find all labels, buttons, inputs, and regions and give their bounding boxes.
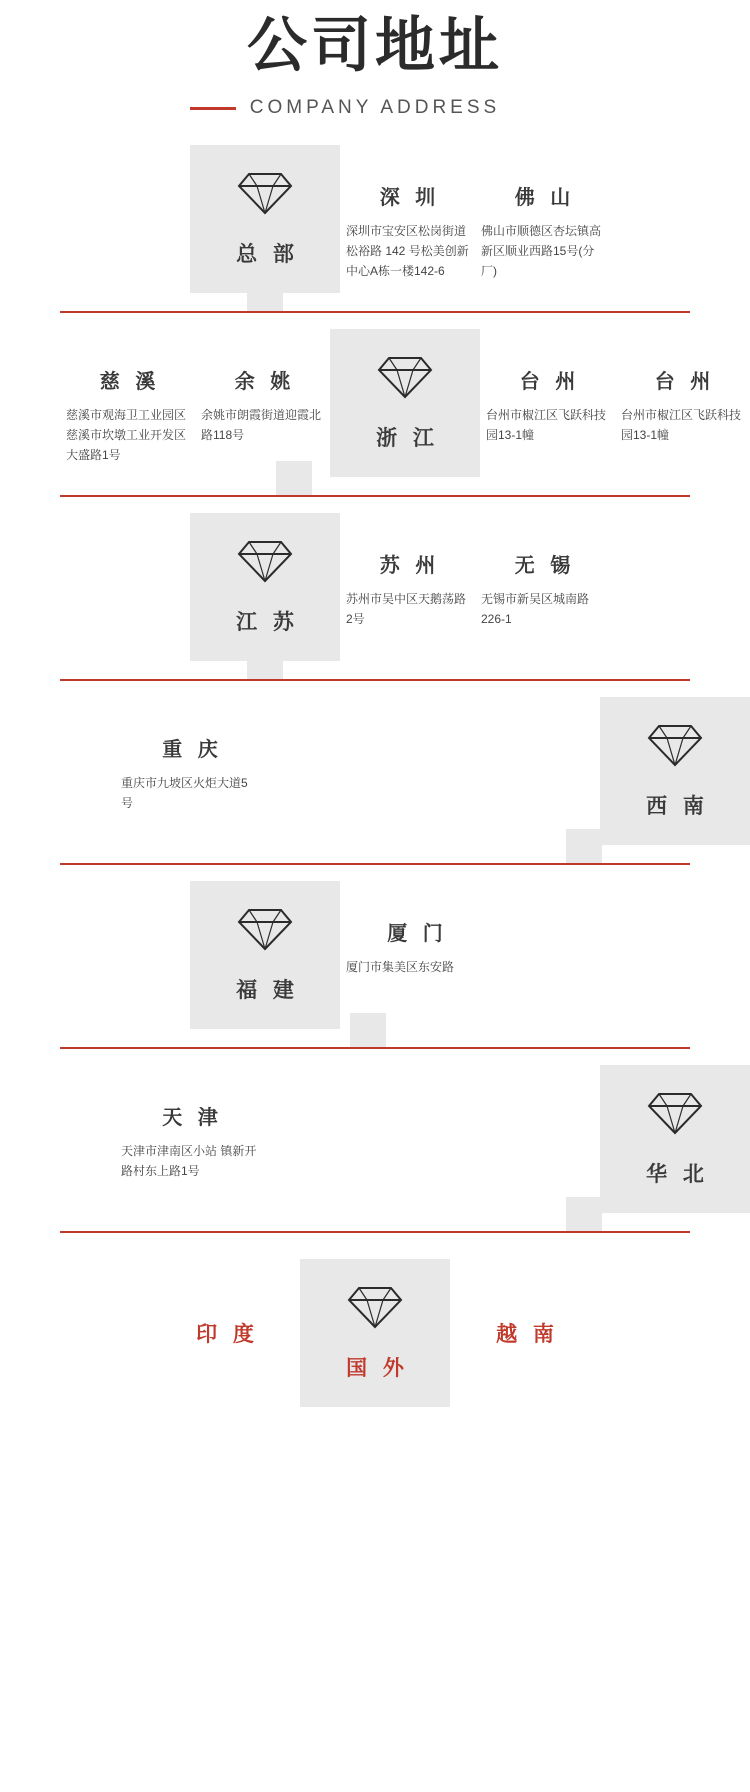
city-address: 重庆市九坡区火炬大道5号: [121, 776, 248, 810]
city-item-wuxi: [475, 513, 610, 630]
diamond-icon: [237, 539, 293, 588]
region-tile-headquarters: [190, 145, 340, 293]
section-divider: [60, 863, 690, 865]
city-name: 苏 州: [379, 555, 441, 577]
tile-connector: [566, 1197, 602, 1231]
city-address: 无锡市新吴区城南路226-1: [481, 592, 590, 626]
city-item-taizhou-1: [480, 329, 615, 446]
page-subtitle: COMPANY ADDRESS: [249, 97, 501, 118]
region-label: 福 建: [236, 978, 299, 1002]
city-name: 余 姚: [234, 371, 296, 393]
city-item-xiamen: [340, 881, 490, 978]
country-item-india: 印 度: [196, 1323, 259, 1346]
region-label: 总 部: [236, 242, 299, 266]
city-list-left: [115, 1065, 600, 1213]
city-name: 台 州: [519, 371, 581, 393]
section-row: [0, 513, 750, 661]
section-headquarters: [0, 145, 750, 313]
diamond-icon: [237, 907, 293, 956]
region-tile-overseas: [300, 1259, 450, 1407]
region-label: 浙 江: [376, 426, 439, 450]
diamond-icon: [647, 723, 703, 772]
section-row: [0, 1065, 750, 1213]
region-tile-fujian: [190, 881, 340, 1029]
city-name: 天 津: [162, 1107, 223, 1129]
bottom-spacer: [0, 1407, 750, 1667]
city-name: 无 锡: [514, 555, 576, 577]
subtitle-row: [0, 97, 750, 119]
city-address: 台州市椒江区飞跃科技园13-1幢: [486, 408, 607, 442]
section-divider: [60, 1231, 690, 1233]
region-tile-jiangsu: [190, 513, 340, 661]
section-divider: [60, 679, 690, 681]
city-address: 深圳市宝安区松岗街道松裕路 142 号松美创新中心A栋一楼142-6: [346, 224, 469, 278]
city-list: [340, 881, 750, 1029]
city-address: 慈溪市观海卫工业园区慈溪市坎墩工业开发区大盛路1号: [66, 408, 187, 462]
city-item-cixi: [60, 329, 195, 465]
country-item-vietnam: 越 南: [496, 1323, 559, 1346]
region-tile-northchina: [600, 1065, 750, 1213]
diamond-icon: [237, 171, 293, 220]
city-name: 重 庆: [162, 739, 223, 761]
section-overseas: [0, 1249, 750, 1407]
city-name: 佛 山: [514, 187, 576, 209]
city-item-shenzhen: [340, 145, 475, 281]
diamond-icon: [347, 1285, 403, 1334]
page-header: [0, 0, 750, 119]
section-zhejiang: [0, 329, 750, 497]
section-row: [0, 145, 750, 293]
diamond-icon: [377, 355, 433, 404]
section-northchina: [0, 1065, 750, 1233]
region-label: 西 南: [646, 794, 709, 818]
city-item-suzhou: [340, 513, 475, 630]
region-tile-southwest: [600, 697, 750, 845]
city-list-left: [0, 329, 330, 477]
city-address: 天津市津南区小站 镇新开路村东上路1号: [121, 1144, 257, 1178]
city-list-left: [115, 697, 600, 845]
city-item-taizhou-2: [615, 329, 750, 446]
section-row: [0, 329, 750, 477]
city-list: [340, 513, 750, 661]
tile-connector: [350, 1013, 386, 1047]
section-row: [0, 881, 750, 1029]
city-name: 深 圳: [379, 187, 441, 209]
tile-connector: [247, 277, 283, 311]
diamond-icon: [647, 1091, 703, 1140]
region-tile-zhejiang: [330, 329, 480, 477]
city-address: 余姚市朗霞街道迎霞北路118号: [201, 408, 322, 442]
city-address: 佛山市顺德区杏坛镇高新区顺业西路15号(分厂): [481, 224, 602, 278]
city-name: 台 州: [654, 371, 716, 393]
section-divider: [60, 1047, 690, 1049]
city-item-yuyao: [195, 329, 330, 446]
tile-connector: [247, 645, 283, 679]
section-jiangsu: [0, 513, 750, 681]
city-list-right: [480, 329, 750, 477]
city-address: 苏州市吴中区天鹅荡路2号: [346, 592, 467, 626]
region-label: 江 苏: [236, 610, 299, 634]
tile-connector: [276, 461, 312, 495]
section-southwest: [0, 697, 750, 865]
city-name: 慈 溪: [99, 371, 161, 393]
city-name: 厦 门: [387, 923, 448, 945]
section-fujian: [0, 881, 750, 1049]
section-row: [0, 1249, 750, 1407]
city-item-tianjin: [115, 1065, 265, 1182]
tile-connector: [566, 829, 602, 863]
region-label: 华 北: [646, 1162, 709, 1186]
city-list: [340, 145, 750, 293]
subtitle-rule-left: [190, 107, 236, 110]
section-divider: [60, 495, 690, 497]
city-item-chongqing: [115, 697, 265, 814]
section-divider: [60, 311, 690, 313]
section-row: [0, 697, 750, 845]
city-item-foshan: [475, 145, 610, 281]
city-address: 厦门市集美区东安路: [346, 960, 455, 974]
page-title: 公司地址: [247, 12, 503, 79]
region-label: 国 外: [346, 1356, 409, 1380]
city-address: 台州市椒江区飞跃科技园13-1幢: [621, 408, 742, 442]
